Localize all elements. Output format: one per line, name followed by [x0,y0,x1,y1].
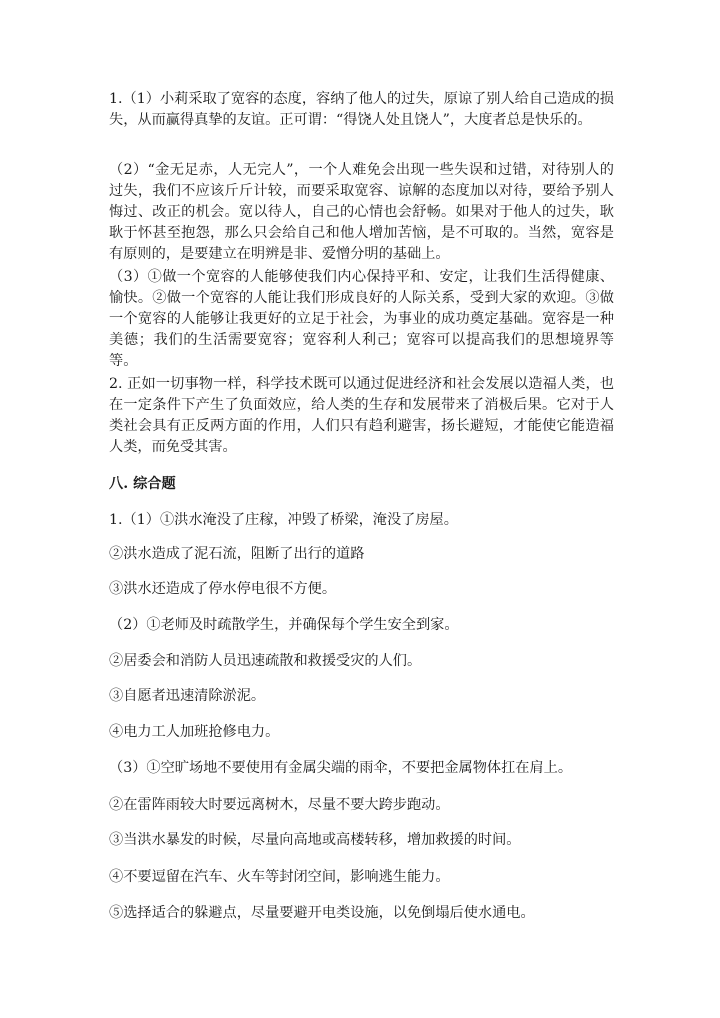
answer-line: ②在雷阵雨较大时要远离树木，尽量不要大跨步跑动。 [109,797,450,813]
answer-line: ⑤选择适合的躲避点，尽量要避开电类设施，以免倒塌后使水通电。 [109,905,535,921]
answer-line: ④不要逗留在汽车、火车等封闭空间，影响逃生能力。 [109,869,450,885]
answer-line: ③自愿者迅速清除淤泥。 [109,688,266,704]
answer-line: ④电力工人加班抢修电力。 [109,724,280,740]
section-heading: 八. 综合题 [109,476,176,492]
answer-line: ③洪水还造成了停水停电很不方便。 [109,581,337,597]
answer-line: （3）①空旷场地不要使用有金属尖端的雨伞，不要把金属物体扛在肩上。 [109,760,573,776]
answer-7-1-part1: 1.（1）小莉采取了宽容的态度，容纳了他人的过失，原谅了别人给自己造成的损失，从而赢得真挚的友谊。正可谓：“得饶人处且饶人”，大度者总是快乐的。 [109,91,614,128]
answer-7-1-part3: （3）①做一个宽容的人能够使我们内心保持平和、安定，让我们生活得健康、愉快。②做一个宽容的人能让我们形成良好的人际关系，受到大家的欢迎。③做一个宽容的人能够让我更好的立足于社会，为事业的成功奠定基础。宽容是一种美德；我们的生活需要宽容；宽容利人利己；宽容可以提高我们的思想境界等等。 [109,269,614,369]
answer-7-1-part2: （2）“金无足赤，人无完人”，一个人难免会出现一些失误和过错，对待别人的过失，我们不应该斤斤计较，而要采取宽容、谅解的态度加以对待，要给予别人悔过、改正的机会。宽以待人，自己的心情也会舒畅。如果对于他人的过失，耿耿于怀甚至抱怨，那么只会给自己和他人增加苦恼，是不可取的。当然，宽容是有原则的，是要建立在明辨是非、爱憎分明的基础上。 [109,162,614,262]
answer-line: ③当洪水暴发的时候，尽量向高地或高楼转移，增加救援的时间。 [109,832,521,848]
answer-line: 1.（1）①洪水淹没了庄稼，冲毁了桥梁，淹没了房屋。 [109,512,458,528]
answer-7-2: 2. 正如一切事物一样，科学技术既可以通过促进经济和社会发展以造福人类，也在一定条件下产生了负面效应，给人类的生存和发展带来了消极后果。它对于人类社会具有正反两方面的作用，人们只有趋利避害，扬长避短，才能使它能造福人类，而免受其害。 [109,376,614,455]
answer-line: ②洪水造成了泥石流，阻断了出行的道路 [109,546,365,562]
answer-line: ②居委会和消防人员迅速疏散和救援受灾的人们。 [109,653,422,669]
answer-line: （2）①老师及时疏散学生，并确保每个学生安全到家。 [109,617,459,633]
